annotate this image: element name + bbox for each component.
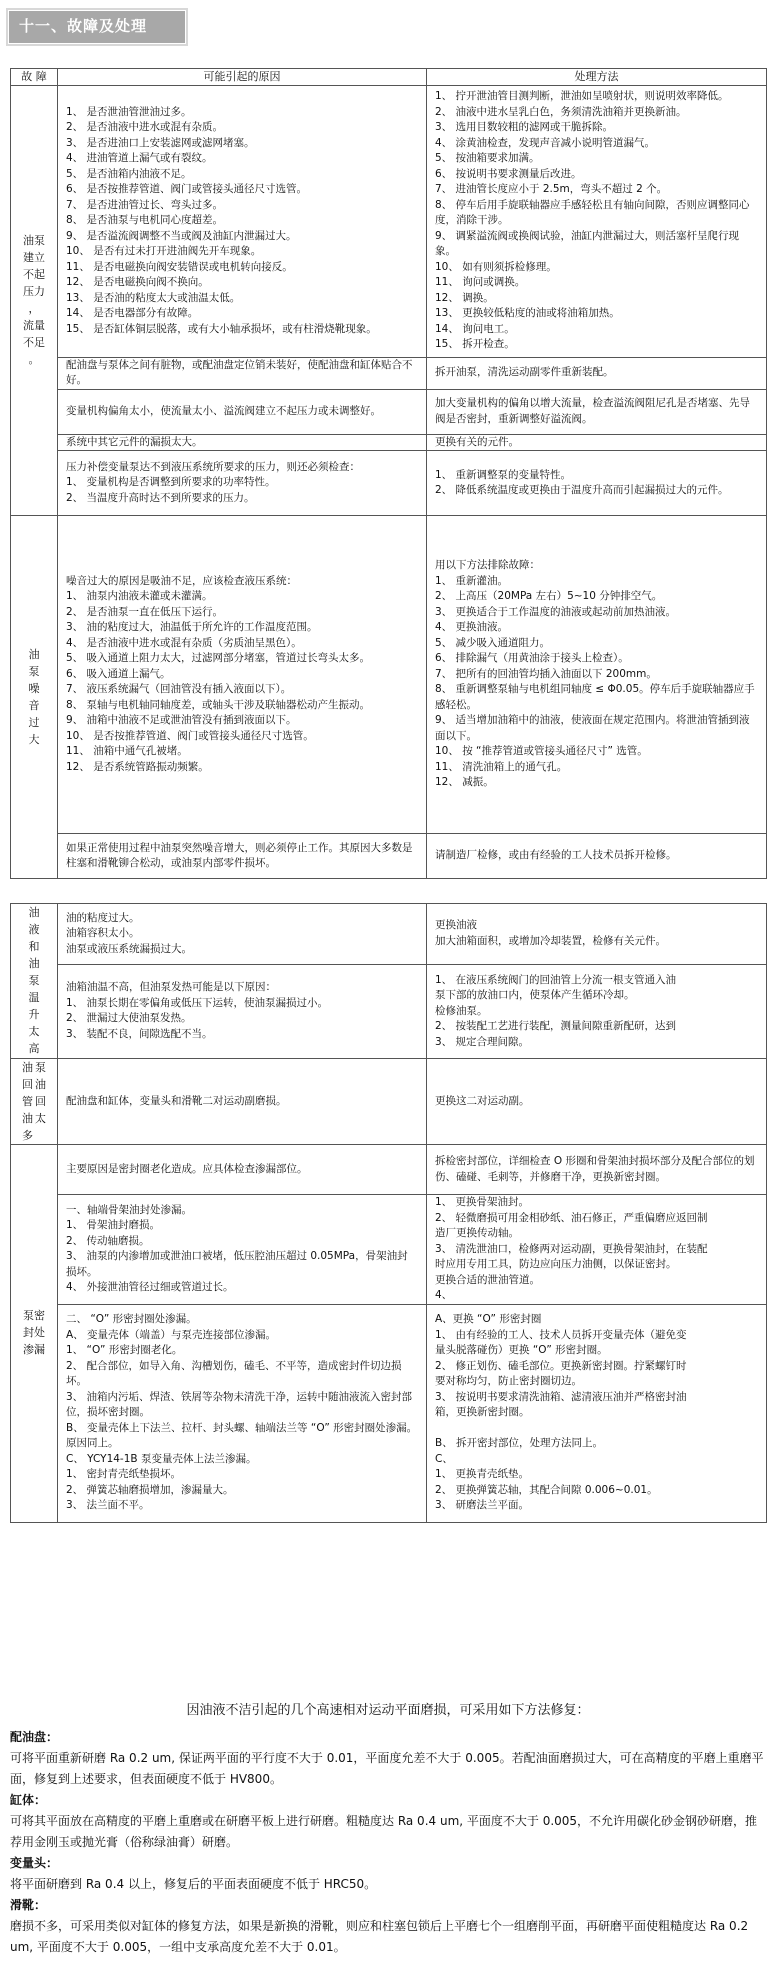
table-header-row	[11, 69, 767, 86]
method-cell: 1、 更换骨架油封。 2、 轻微磨损可用金相砂纸、油石修正，严重偏磨应返回制 造厂更换传动轴。 3、 清洗泄油口，检修两对运动副，更换骨架油封，在装配 时应用专用工具，防边应向压力油侧，以保证密封。 更换合适的泄油管道。 4、	[427, 1195, 767, 1305]
repair-label: 缸体：	[10, 1793, 47, 1807]
repair-section	[10, 1700, 766, 1958]
cause-cell: 主要原因是密封圈老化造成。应具体检查渗漏部位。	[58, 1145, 427, 1195]
table-row	[11, 1195, 767, 1305]
fault-cell	[11, 1145, 58, 1523]
method-cell: 请制造厂检修，或由有经验的工人技术员拆开检修。	[427, 834, 767, 879]
cause-cell: 1、 是否泄油管泄油过多。 2、 是否油液中进水或混有杂质。 3、 是否进油口上安装滤网或滤网堵塞。 4、 进油管道上漏气或有裂纹。 5、 是否油箱内油液不足。 6、 是否按推荐管道、阀门或管接头通径尺寸选管。 7、 是否进油管过长、弯头过多。 8、 是否油泵与电机同心度超差。 9、 是否溢流阀调整不当或阀及油缸内泄漏过大。 10、 是否有过未打开进油阀先开车现象。 11、 是否电磁换向阀安装错误或电机转向接反。 12、 是否电磁换向阀不换向。 13、 是否油的粘度太大或油温太低。 14、 是否电器部分有故障。 15、 是否缸体铜层脱落，或有大小轴承损坏，或有柱滑烧靴现象。	[58, 85, 427, 357]
fault-cell	[11, 1059, 58, 1145]
cause-cell: 配油盘与泵体之间有脏物，或配油盘定位销未装好，使配油盘和缸体贴合不好。	[58, 357, 427, 389]
method-cell: 更换这二对运动副。	[427, 1059, 767, 1145]
section-header	[6, 8, 188, 46]
method-column-header: 处理方法	[427, 69, 767, 86]
table-row	[11, 834, 767, 879]
method-cell: 1、 拧开泄油管目测判断，泄油如呈喷射状，则说明效率降低。 2、 油液中进水呈乳白色，务须清洗油箱并更换新油。 3、 选用目数较粗的滤网或干脆拆除。 4、 涂黄油检查，发现声音减小说明管道漏气。 5、 按油箱要求加满。 6、 按说明书要求测量后改进。 7、 进油管长度应小于 2.5m，弯头不超过 2 个。 8、 停车后用手旋联轴器应手感轻松且有轴向间隙，否则应调整同心度，消除干涉。 9、 调紧溢流阀或换阀试验，油缸内泄漏过大，则活塞杆呈爬行现象。 10、 如有则须拆检修理。 11、 询问或调换。 12、 调换。 13、 更换较低粘度的油或将油箱加热。 14、 询问电工。 15、 拆开检查。	[427, 85, 767, 357]
fault-label-right: 泵 油 回 太	[35, 1061, 46, 1125]
table-row	[11, 357, 767, 389]
fault-cell	[11, 904, 58, 1059]
method-cell: 更换有关的元件。	[427, 434, 767, 451]
table-row	[11, 964, 767, 1058]
fault-label-pair	[13, 1059, 55, 1144]
repair-label: 滑靴：	[10, 1898, 47, 1912]
method-cell: 更换油液 加大油箱面积，或增加冷却装置，检修有关元件。	[427, 904, 767, 965]
repair-text: 将平面研磨到 Ra 0.4 以上，修复后的平面表面硬度不低于 HRC50。	[10, 1877, 377, 1891]
table-row	[11, 904, 767, 965]
cause-cell: 变量机构偏角太小，使流量太小、溢流阀建立不起压力或未调整好。	[58, 389, 427, 434]
cause-cell: 噪音过大的原因是吸油不足，应该检查液压系统： 1、 油泵内油液未灌或未灌满。 2、 是否油泵一直在低压下运行。 3、 油的粘度过大，油温低于所允许的工作温度范围。 4、 是否油液中进水或混有杂质（劣质油呈黑色）。 5、 吸入通道上阻力太大，过滤网部分堵塞，管道过长弯头太多。 6、 吸入通道上漏气。 7、 液压系统漏气（回油管没有插入液面以下）。 8、 泵轴与电机轴同轴度差，或轴头干涉及联轴器松动产生振动。 9、 油箱中油液不足或泄油管没有插到液面以下。 10、 是否按推荐管道、阀门或管接头通径尺寸选管。 11、 油箱中通气孔被堵。 12、 是否系统管路振动频繁。	[58, 516, 427, 834]
repair-label: 配油盘：	[10, 1730, 59, 1744]
method-cell: A、更换 “O” 形密封圈 1、 由有经验的工人、技术人员拆开变量壳体（避免变 量头脱落碰伤）更换 “O” 形密封圈。 2、 修正划伤、磕毛部位。更换新密封圈。拧紧螺钉时 要对称均匀，防止密封圈切边。 3、 按说明书要求清洗油箱、滤清液压油并严格密封油 箱，更换新密封圈。 B、 拆开密封部位，处理方法同上。 C、 1、 更换青壳纸垫。 2、 更换弹簧芯轴，其配合间隙 0.006~0.01。 3、 研磨法兰平面。	[427, 1304, 767, 1522]
cause-cell: 油的粘度过大。 油箱容积太小。 油泵或液压系统漏损过大。	[58, 904, 427, 965]
gap-cell	[11, 879, 767, 904]
cause-cell: 油箱油温不高，但油泵发热可能是以下原因： 1、 油泵长期在零偏角或低压下运转，使油泵漏损过小。 2、 泄漏过大使油泵发热。 3、 装配不良，间隙选配不当。	[58, 964, 427, 1058]
method-cell: 用以下方法排除故障： 1、 重新灌油。 2、 上高压（20MPa 左右）5~10 分钟排空气。 3、 更换适合于工作温度的油液或起动前加热油液。 4、 更换油液。 5、 减少吸入通道阻力。 6、 排除漏气（用黄油涂于接头上检查）。 7、 把所有的回油管均插入油面以下 200mm。 8、 重新调整泵轴与电机组同轴度 ≤ Φ0.05。停车后手旋联轴器应手感轻松。 9、 适当增加油箱中的油液，使液面在规定范围内。将泄油管插到液面以下。 10、 按 “推荐管道或管接头通径尺寸” 选管。 11、 清洗油箱上的通气孔。 12、 减振。	[427, 516, 767, 834]
repair-label: 变量头：	[10, 1856, 59, 1870]
repair-title: 因油液不洁引起的几个高速相对运动平面磨损，可采用如下方法修复：	[186, 1703, 590, 1718]
method-cell: 拆开油泵，清洗运动副零件重新装配。	[427, 357, 767, 389]
cause-cell: 系统中其它元件的漏损太大。	[58, 434, 427, 451]
cause-column-header: 可能引起的原因	[58, 69, 427, 86]
fault-label: 油泵 建立 不起 压力 ， 流量 不足 。	[23, 233, 45, 366]
repair-text: 可将平面重新研磨 Ra 0.2 um, 保证两平面的平行度不大于 0.01，平面度允差不大于 0.005。若配油面磨损过大，可在高精度的平磨上重磨平面，修复到上述要求，但表面硬度不低于 HV800。	[10, 1751, 764, 1786]
repair-text: 可将其平面放在高精度的平磨上重磨或在研磨平板上进行研磨。粗糙度达 Ra 0.4 um, 平面度不大于 0.005，不允许用碳化砂金钢砂研磨，推荐用金刚玉或抛光膏（俗称绿油膏）研磨。	[10, 1814, 758, 1849]
table-row	[11, 434, 767, 451]
fault-label: 油 泵 噪 音 过 大	[28, 647, 40, 746]
section-title: 十一、故障及处理	[8, 10, 186, 44]
repair-text: 磨损不多，可采用类似对缸体的修复方法，如果是新换的滑靴，则应和柱塞包锁后上平磨七个一组磨削平面，再研磨平面使粗糙度达 Ra 0.2 um, 平面度不大于 0.005，一组中支承高度允差不大于 0.01。	[10, 1919, 749, 1954]
cause-cell: 如果正常使用过程中油泵突然噪音增大，则必须停止工作。其原因大多数是柱塞和滑靴铆合松动，或油泵内部零件损坏。	[58, 834, 427, 879]
fault-column-header: 故 障	[11, 69, 58, 86]
method-cell: 1、 重新调整泵的变量特性。 2、 降低系统温度或更换由于温度升高而引起漏损过大的元件。	[427, 451, 767, 516]
table-row	[11, 1304, 767, 1522]
method-cell: 拆检密封部位，详细检查 O 形圈和骨架油封损坏部分及配合部位的划伤、磕碰、毛刺等，并修磨干净，更换新密封圈。	[427, 1145, 767, 1195]
method-cell: 加大变量机构的偏角以增大流量，检查溢流阀阻尼孔是否堵塞、先导阀是否密封，重新调整好溢流阀。	[427, 389, 767, 434]
cause-cell: 二、 “O” 形密封圈处渗漏。 A、 变量壳体（端盖）与泵壳连接部位渗漏。 1、 “O” 形密封圈老化。 2、 配合部位，如导入角、沟槽划伤，磕毛、不平等，造成密封件切边损坏。 3、 油箱内污垢、焊渣、铁屑等杂物未清洗干净，运转中随油液流入密封部位，损坏密封圈。 B、 变量壳体上下法兰、拉杆、封头螺、轴端法兰等 “O” 形密封圈处渗漏。原因同上。 C、 YCY14-1B 泵变量壳体上法兰渗漏。 1、 密封青壳纸垫损坏。 2、 弹簧芯轴磨损增加，渗漏量大。 3、 法兰面不平。	[58, 1304, 427, 1522]
fault-cell	[11, 85, 58, 516]
method-cell: 1、 在液压系统阀门的回油管上分流一根支管通入油 泵下部的放油口内，使泵体产生循环冷却。 检修油泵。 2、 按装配工艺进行装配，测量间隙重新配研，达到 3、 规定合理间隙。	[427, 964, 767, 1058]
table-row	[11, 85, 767, 357]
fault-table	[10, 68, 767, 1523]
cause-cell: 压力补偿变量泵达不到液压系统所要求的压力，则还必须检查： 1、 变量机构是否调整到所要求的功率特性。 2、 当温度升高时达不到所要求的压力。	[58, 451, 427, 516]
table-gap	[11, 879, 767, 904]
fault-label-left: 油 回 管 油 多	[22, 1061, 33, 1142]
fault-label: 泵密 封处 渗漏	[23, 1309, 45, 1357]
table-row	[11, 451, 767, 516]
cause-cell: 一、轴端骨架油封处渗漏。 1、 骨架油封磨损。 2、 传动轴磨损。 3、 油泵的内渗增加或泄油口被堵，低压腔油压超过 0.05MPa，骨架油封损坏。 4、 外接泄油管径过细或管道过长。	[58, 1195, 427, 1305]
table-row	[11, 1145, 767, 1195]
fault-cell	[11, 516, 58, 879]
table-row	[11, 389, 767, 434]
table-row	[11, 516, 767, 834]
table-row	[11, 1059, 767, 1145]
cause-cell: 配油盘和缸体，变量头和滑靴二对运动副磨损。	[58, 1059, 427, 1145]
fault-label: 油 液 和 油 泵 温 升 太 高	[28, 906, 40, 1055]
